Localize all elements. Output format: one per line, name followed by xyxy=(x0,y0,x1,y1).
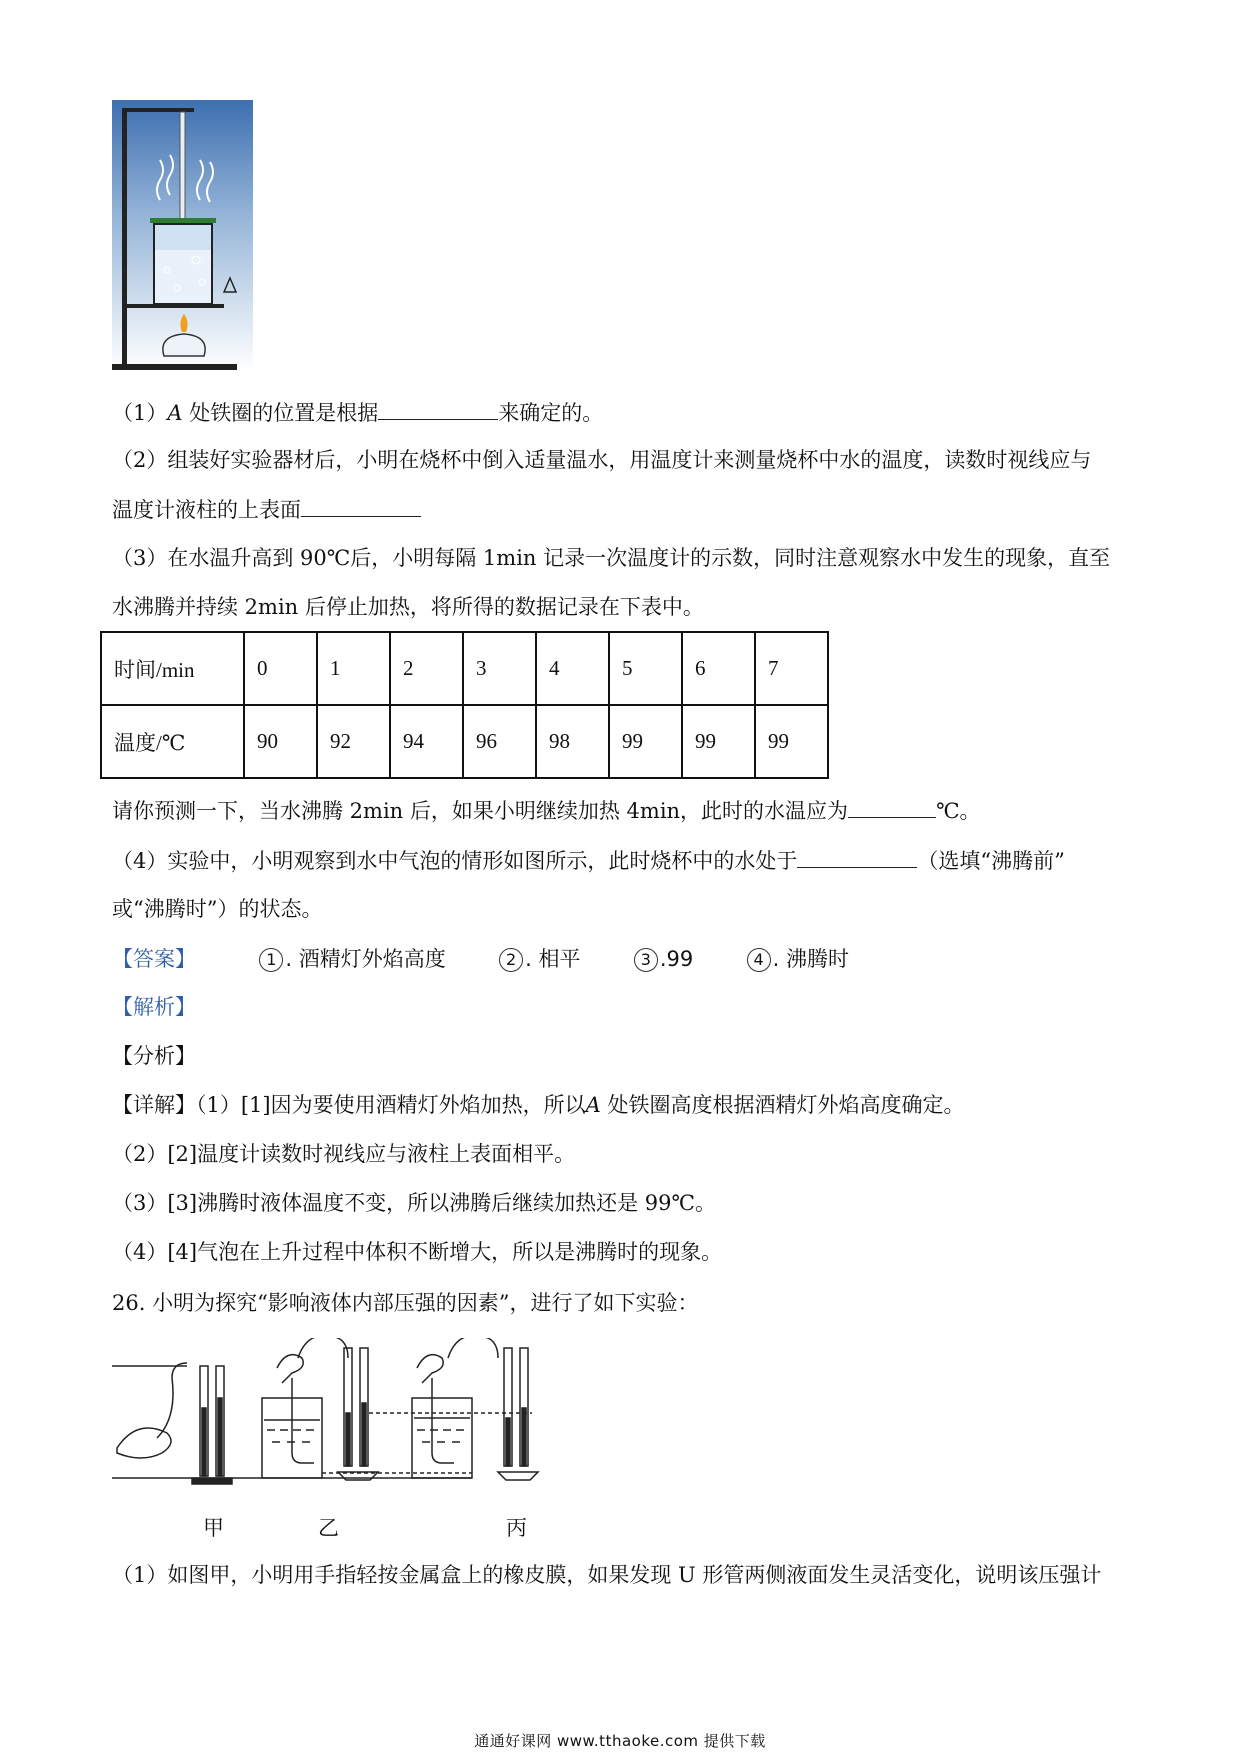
detail-2: （2）[2]温度计读数时视线应与液柱上表面相平。 xyxy=(112,1142,576,1166)
answer-blank-1[interactable] xyxy=(378,397,498,420)
analysis-label: 【解析】 xyxy=(112,995,196,1019)
table-cell: 4 xyxy=(536,632,609,705)
q25-part2-line2: 温度计液柱的上表面 xyxy=(112,494,421,525)
table-row xyxy=(101,632,828,705)
table-cell: 94 xyxy=(390,705,463,778)
figure-label-bing: 丙 xyxy=(506,1516,527,1540)
detail-3: （3）[3]沸腾时液体温度不变，所以沸腾后继续加热还是 99℃。 xyxy=(112,1191,716,1215)
figure-label-yi: 乙 xyxy=(318,1516,339,1540)
q25-part2-line1: （2）组装好实验器材后，小明在烧杯中倒入适量温水，用温度计来测量烧杯中水的温度，读数时视线应与 xyxy=(112,448,1092,472)
table-cell: 7 xyxy=(755,632,828,705)
table-cell: 92 xyxy=(317,705,390,778)
fenxi-label: 【分析】 xyxy=(112,1044,196,1068)
q25-part3-line2: 水沸腾并持续 2min 后停止加热，将所得的数据记录在下表中。 xyxy=(112,595,704,619)
page-footer: 通通好课网 www.tthaoke.com 提供下载 xyxy=(474,1732,766,1750)
answer-item: 1 . 酒精灯外焰高度 xyxy=(259,947,445,971)
answer-item: 4 . 沸腾时 xyxy=(747,947,849,971)
table-cell: 96 xyxy=(463,705,536,778)
table-cell: 2 xyxy=(390,632,463,705)
answer-blank-3[interactable] xyxy=(848,795,936,818)
table-cell: 99 xyxy=(609,705,682,778)
q25-part4-line2: 或“沸腾时”）的状态。 xyxy=(112,897,323,921)
q26-title: 26. 小明为探究“影响液体内部压强的因素”，进行了如下实验： xyxy=(112,1291,699,1315)
figure-label-jia: 甲 xyxy=(203,1516,224,1540)
table-row xyxy=(101,705,828,778)
pressure-gauge-figure xyxy=(112,1338,582,1490)
table-cell: 6 xyxy=(682,632,755,705)
answer-line xyxy=(112,944,849,974)
table-cell: 99 xyxy=(682,705,755,778)
table-cell: 3 xyxy=(463,632,536,705)
answer-item: 3 .99 xyxy=(634,947,693,971)
q26-part1: （1）如图甲，小明用手指轻按金属盒上的橡皮膜，如果发现 U 形管两侧液面发生灵活变化，说明该压强计 xyxy=(112,1563,1102,1587)
table-cell: 99 xyxy=(755,705,828,778)
q25-part4-line1: （4）实验中，小明观察到水中气泡的情形如图所示，此时烧杯中的水处于 （选填“沸腾前” xyxy=(112,845,1065,876)
temperature-table xyxy=(100,631,829,779)
q25-part3-line1: （3）在水温升高到 90℃后，小明每隔 1min 记录一次温度计的示数，同时注意观察水中发生的现象，直至 xyxy=(112,546,1111,570)
boiling-apparatus-figure xyxy=(112,100,253,372)
table-cell: 0 xyxy=(244,632,317,705)
table-cell: 98 xyxy=(536,705,609,778)
table-cell: 90 xyxy=(244,705,317,778)
table-header-cell: 时间/min xyxy=(101,632,244,705)
answer-blank-2[interactable] xyxy=(301,494,421,517)
answer-label: 【答案】 xyxy=(112,947,196,971)
detail-4: （4）[4]气泡在上升过程中体积不断增大，所以是沸腾时的现象。 xyxy=(112,1240,723,1264)
q25-part3-line3: 请你预测一下，当水沸腾 2min 后，如果小明继续加热 4min，此时的水温应为 ℃。 xyxy=(112,795,981,826)
table-cell: 5 xyxy=(609,632,682,705)
answer-item: 2 . 相平 xyxy=(499,947,580,971)
table-header-cell: 温度/℃ xyxy=(101,705,244,778)
q25-part1: （1）A 处铁圈的位置是根据 来确定的。 xyxy=(112,397,603,428)
answer-blank-4[interactable] xyxy=(797,845,917,868)
table-cell: 1 xyxy=(317,632,390,705)
detail-1: 【详解】（1）[1]因为要使用酒精灯外焰加热，所以A 处铁圈高度根据酒精灯外焰高度确定。 xyxy=(112,1093,965,1117)
